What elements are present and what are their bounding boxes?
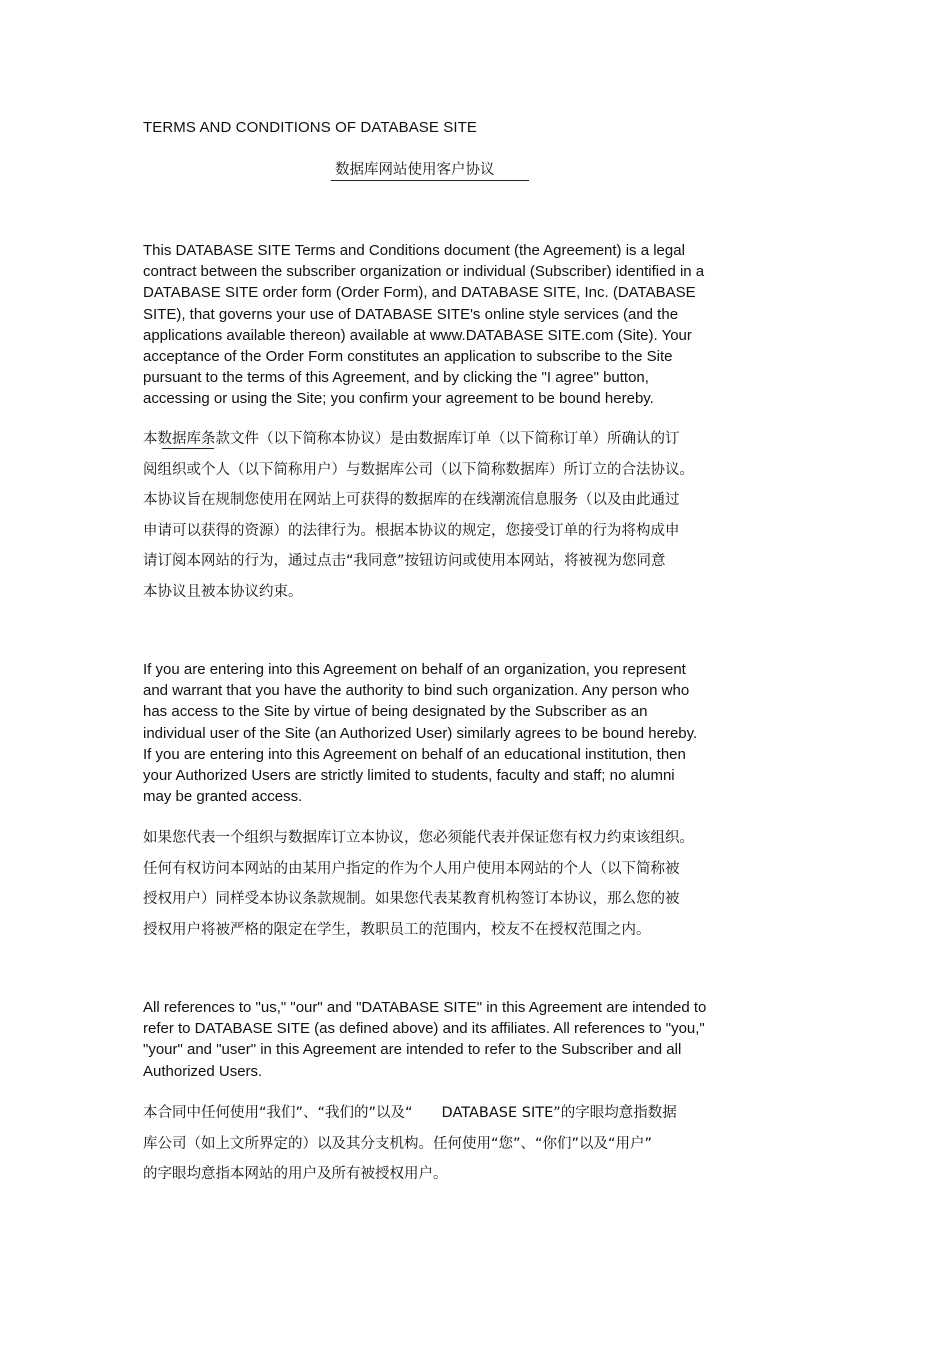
- text-line: 阅组织或个人（以下简称用户）与数据库公司（以下简称数据库）所订立的合法协议。: [143, 461, 694, 478]
- section-2-chinese: [143, 823, 788, 945]
- section-2-english: [143, 659, 753, 807]
- text-line: acceptance of the Order Form constitutes an application to subscribe to the Site: [143, 348, 673, 366]
- text-line: accessing or using the Site; you confirm your agreement to be bound hereby.: [143, 390, 654, 408]
- text-line: 请订阅本网站的行为，通过点击“我同意”按钮访问或使用本网站，将被视为您同意: [143, 553, 666, 569]
- text-line: "your" and "user" in this Agreement are intended to refer to the Subscriber and all: [143, 1041, 682, 1059]
- text-line: If you are entering into this Agreement on behalf of an organization, you represent: [143, 661, 686, 678]
- text-line: 如果您代表一个组织与数据库订立本协议，您必须能代表并保证您有权力约束该组织。: [143, 830, 694, 846]
- section-3-english: [143, 997, 753, 1082]
- text-line: individual user of the Site (an Authorized User) similarly agrees to be bound hereby.: [143, 724, 698, 742]
- section-1-english: [143, 240, 753, 410]
- text-line: 本数据库条款文件（以下简称本协议）是由数据库订单（以下简称订单）所确认的订: [143, 431, 680, 447]
- text-line: pursuant to the terms of this Agreement, and by clicking the "I agree" button,: [143, 369, 649, 387]
- text-line: 本协议且被本协议约束。: [143, 583, 303, 600]
- text-line: 授权用户）同样受本协议条款规制。如果您代表某教育机构签订本协议，那么您的被: [143, 891, 680, 907]
- text-line: and warrant that you have the authority to bind such organization. Any person who: [143, 682, 690, 700]
- text-line: 授权用户将被严格的限定在学生，教职员工的范围内，校友不在授权范围之内。: [143, 921, 651, 938]
- text-line: 任何有权访问本网站的由某用户指定的作为个人用户使用本网站的个人（以下简称被: [143, 860, 680, 877]
- text-line: Authorized Users.: [143, 1062, 263, 1080]
- text-line: has access to the Site by virtue of being designated by the Subscriber as an: [143, 703, 648, 721]
- text-line: 本合同中任何使用“我们”、“我们的”以及“ DATABASE SITE”的字眼均意指数据: [143, 1105, 677, 1121]
- section-3-chinese: [143, 1098, 788, 1190]
- text-line: your Authorized Users are strictly limited to students, faculty and staff; no alumni: [143, 767, 675, 785]
- text-line: 库公司（如上文所界定的）以及其分支机构。任何使用“您”、“你们”以及“用户”: [143, 1135, 653, 1152]
- text-line: 申请可以获得的资源）的法律行为。根据本协议的规定，您接受订单的行为将构成申: [143, 522, 680, 539]
- underline-mark: [162, 448, 214, 449]
- document-title: TERMS AND CONDITIONS OF DATABASE SITE: [143, 119, 478, 136]
- text-line: All references to "us," "our" and "DATABASE SITE" in this Agreement are intended to: [143, 999, 707, 1016]
- text-line: 本协议旨在规制您使用在网站上可获得的数据库的在线潮流信息服务（以及由此通过: [143, 492, 680, 508]
- text-line: If you are entering into this Agreement on behalf of an educational institution, then: [143, 745, 686, 763]
- text-line: refer to DATABASE SITE (as defined above) and its affiliates. All references to "you,": [143, 1020, 705, 1038]
- document-subtitle: 数据库网站使用客户协议: [331, 160, 529, 181]
- text-line: 的字眼均意指本网站的用户及所有被授权用户。: [143, 1166, 448, 1182]
- text-line: This DATABASE SITE Terms and Conditions document (the Agreement) is a legal: [143, 242, 685, 259]
- text-line: contract between the subscriber organization or individual (Subscriber) identified in a: [143, 263, 705, 281]
- text-line: SITE), that governs your use of DATABASE SITE's online style services (and the: [143, 305, 679, 323]
- text-line: applications available thereon) available at www.DATABASE SITE.com (Site). Your: [143, 326, 692, 344]
- text-line: DATABASE SITE order form (Order Form), and DATABASE SITE, Inc. (DATABASE: [143, 284, 696, 302]
- section-1-chinese: [143, 424, 788, 607]
- text-line: may be granted access.: [143, 788, 303, 806]
